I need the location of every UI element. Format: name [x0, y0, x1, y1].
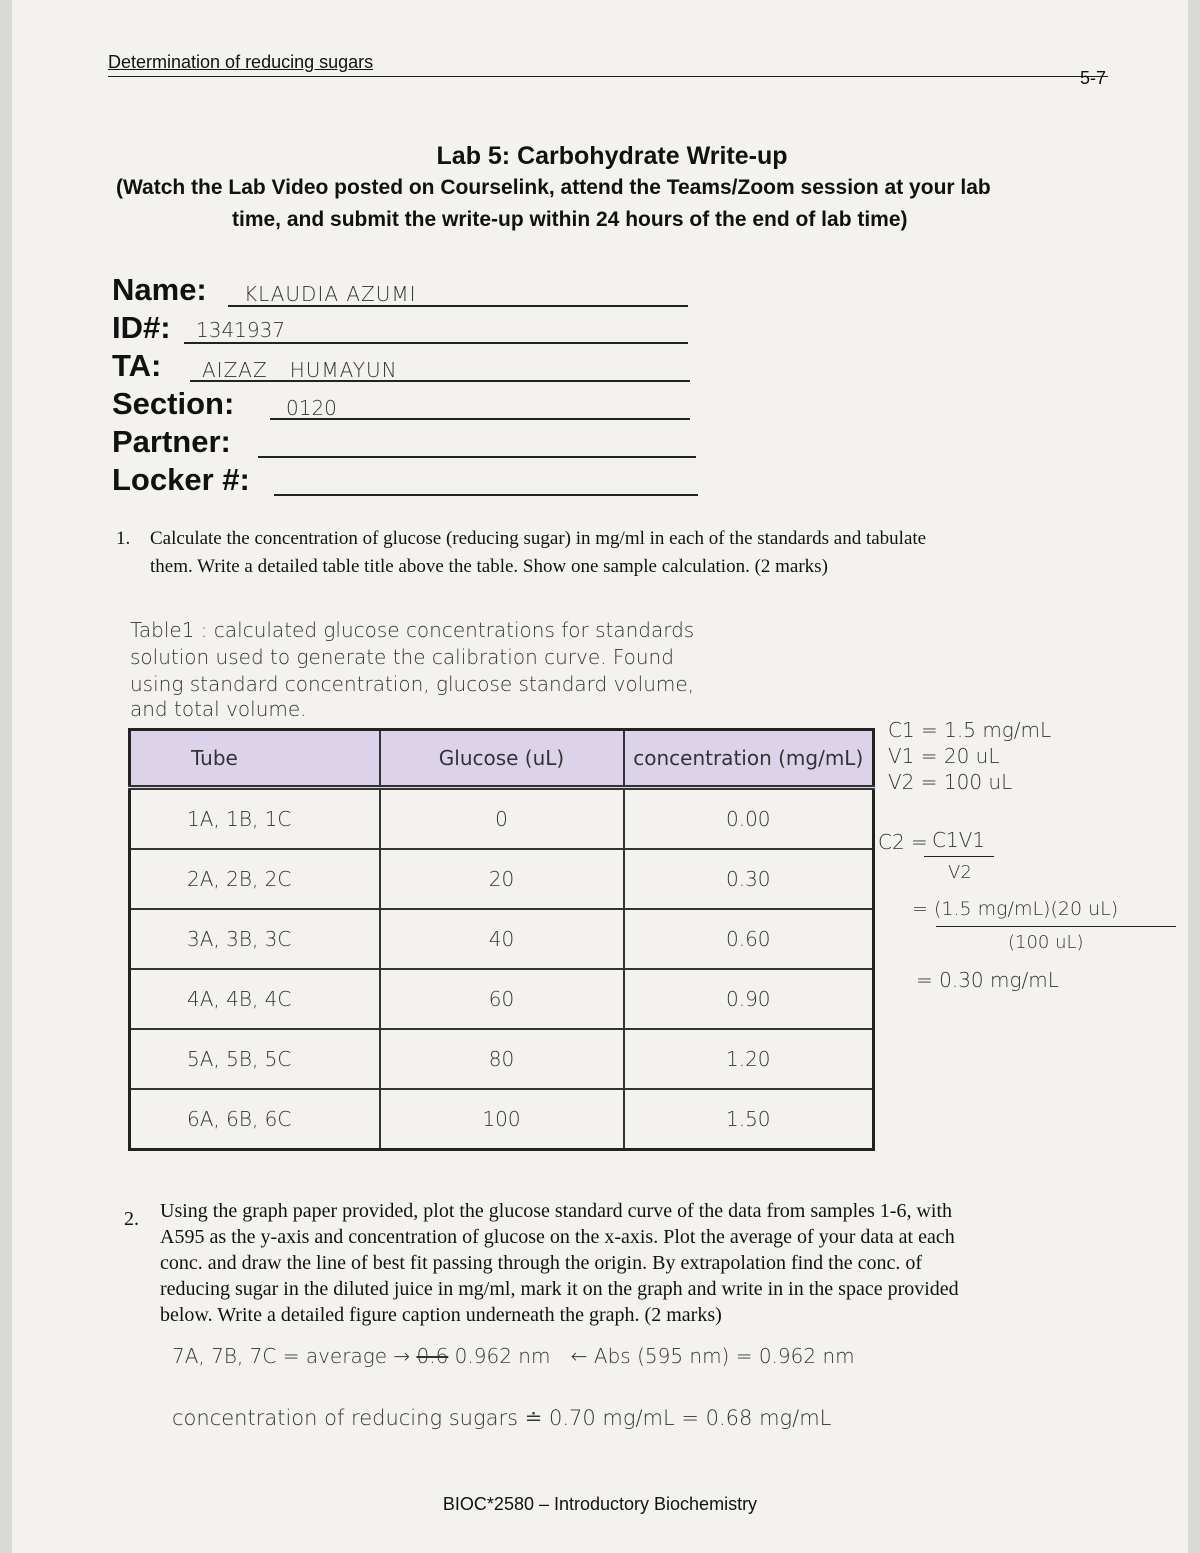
table-title-line4: and total volume.	[130, 697, 307, 721]
tube-cell: 6A, 6B, 6C	[130, 1089, 380, 1150]
locker-label: Locker #:	[112, 462, 250, 497]
id-value: 1341937	[196, 318, 286, 342]
table-row	[130, 849, 874, 909]
calc-c2-lhs: C2 =	[878, 830, 928, 854]
tube-cell: 5A, 5B, 5C	[130, 1029, 380, 1089]
concentration-cell: 1.20	[624, 1029, 874, 1089]
glucose-standards-table	[128, 728, 875, 1151]
q2-line2: A595 as the y-axis and concentration of glucose on the x-axis. Plot the average of your data at each	[160, 1226, 955, 1248]
partner-line	[258, 456, 696, 458]
glucose-cell: 20	[380, 849, 624, 909]
table-title-line1: Table1 : calculated glucose concentrations for standards	[130, 618, 695, 642]
ta-value: AIZAZ HUMAYUN	[202, 358, 398, 382]
q2-line5: below. Write a detailed figure caption underneath the graph. (2 marks)	[160, 1304, 722, 1326]
q2-line1: Using the graph paper provided, plot the glucose standard curve of the data from samples 1-6, with	[160, 1200, 953, 1222]
glucose-cell: 80	[380, 1029, 624, 1089]
section-line	[270, 418, 690, 420]
calc-step-bar	[936, 926, 1176, 927]
q2-line4: reducing sugar in the diluted juice in mg/ml, mark it on the graph and write in in the space provided	[160, 1278, 959, 1300]
document-page	[12, 0, 1188, 1553]
page-title: Lab 5: Carbohydrate Write-up	[436, 142, 788, 170]
q1-line2: them. Write a detailed table title above the table. Show one sample calculation. (2 marks)	[150, 556, 828, 577]
name-value: KLAUDIA AZUMI	[244, 282, 417, 306]
glucose-cell: 60	[380, 969, 624, 1029]
glucose-cell: 0	[380, 788, 624, 850]
table-row	[130, 909, 874, 969]
section-label: Section:	[112, 386, 235, 421]
calc-result: = 0.30 mg/mL	[916, 968, 1059, 992]
q1-number: 1.	[116, 528, 131, 549]
calc-c2-denominator: V2	[948, 862, 972, 883]
running-header: Determination of reducing sugars	[108, 52, 374, 72]
concentration-cell: 0.90	[624, 969, 874, 1029]
header-glucose: Glucose (uL)	[380, 730, 624, 788]
ta-label: TA:	[112, 348, 162, 383]
ta-line	[190, 380, 690, 382]
page-number: 5-7	[1080, 68, 1107, 88]
q1-line1: Calculate the concentration of glucose (reducing sugar) in mg/ml in each of the standards and tabulate	[150, 528, 927, 549]
header-tube: Tube	[130, 730, 380, 788]
table-row	[130, 1089, 874, 1150]
calc-v2: V2 = 100 uL	[888, 770, 1013, 794]
calc-fraction-bar	[924, 856, 994, 857]
glucose-cell: 40	[380, 909, 624, 969]
q2-number: 2.	[124, 1208, 139, 1230]
name-label: Name:	[112, 272, 207, 307]
tube-cell: 3A, 3B, 3C	[130, 909, 380, 969]
header-rule	[108, 76, 1108, 77]
tube-cell: 2A, 2B, 2C	[130, 849, 380, 909]
concentration-cell: 0.30	[624, 849, 874, 909]
page-footer: BIOC*2580 – Introductory Biochemistry	[442, 1494, 758, 1514]
id-line	[184, 342, 688, 344]
id-label: ID#:	[112, 310, 171, 345]
answer-average-value: 0.962 nm	[454, 1344, 551, 1368]
title-instructions-line1: (Watch the Lab Video posted on Courselink, attend the Teams/Zoom session at your lab	[116, 176, 991, 199]
table-title-line2: solution used to generate the calibration curve. Found	[130, 645, 674, 669]
name-line	[228, 305, 688, 307]
answer-concentration: concentration of reducing sugars ≐ 0.70 mg/mL = 0.68 mg/mL	[172, 1406, 832, 1430]
q2-line3: conc. and draw the line of best fit passing through the origin. By extrapolation find the conc. of	[160, 1252, 923, 1274]
concentration-cell: 1.50	[624, 1089, 874, 1150]
calc-c1: C1 = 1.5 mg/mL	[888, 718, 1052, 742]
table-header-row	[130, 730, 874, 788]
glucose-cell: 100	[380, 1089, 624, 1150]
calc-c2-numerator: C1V1	[932, 828, 986, 852]
concentration-cell: 0.00	[624, 788, 874, 850]
answer-average-prefix: 7A, 7B, 7C = average →	[172, 1344, 411, 1368]
answer-average-line	[172, 1344, 855, 1368]
table-title-line3: using standard concentration, glucose standard volume,	[130, 672, 695, 696]
answer-absorbance: ← Abs (595 nm) = 0.962 nm	[570, 1344, 855, 1368]
calc-step-denominator: (100 uL)	[1008, 932, 1084, 953]
title-instructions-line2: time, and submit the write-up within 24 hours of the end of lab time)	[232, 208, 908, 231]
table-row	[130, 1029, 874, 1089]
answer-struck-value: 0.6	[416, 1344, 449, 1368]
header-concentration: concentration (mg/mL)	[624, 730, 874, 788]
table-row	[130, 788, 874, 850]
locker-line	[274, 494, 698, 496]
table-row	[130, 969, 874, 1029]
tube-cell: 1A, 1B, 1C	[130, 788, 380, 850]
calc-step-numerator: = (1.5 mg/mL)(20 uL)	[912, 898, 1119, 920]
calc-v1: V1 = 20 uL	[888, 744, 1000, 768]
section-value: 0120	[286, 396, 337, 420]
tube-cell: 4A, 4B, 4C	[130, 969, 380, 1029]
concentration-cell: 0.60	[624, 909, 874, 969]
partner-label: Partner:	[112, 424, 231, 459]
